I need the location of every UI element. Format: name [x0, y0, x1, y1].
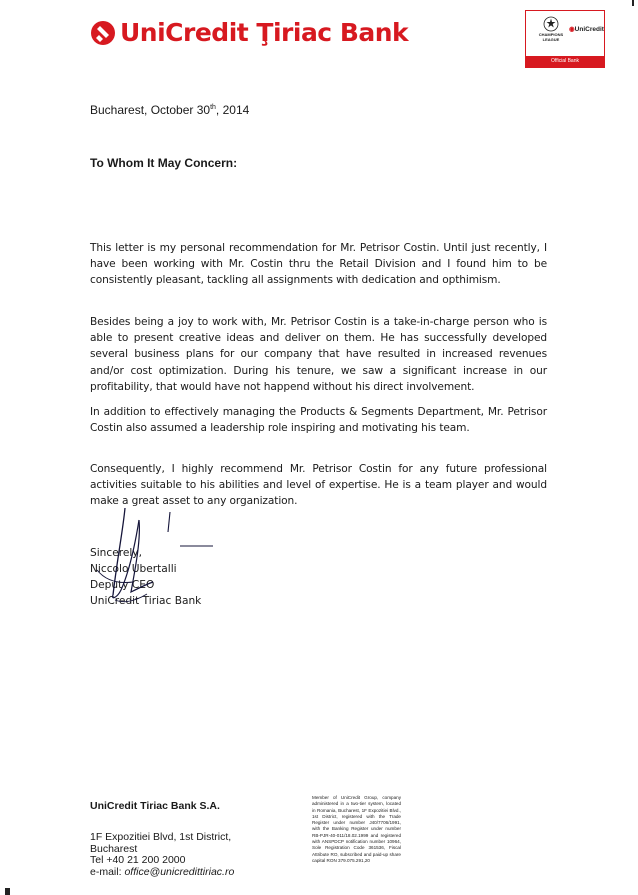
handwritten-signature	[95, 500, 235, 610]
company-logo	[90, 18, 408, 47]
letter-paragraph: In addition to effectively managing the Products & Segments Department, Mr. Petrisor Costin also assumed a leadership role inspiring and motivating his team.	[90, 406, 547, 435]
signer-company: UniCredit Tiriac Bank	[90, 595, 202, 607]
date-year: , 2014	[215, 103, 250, 117]
champions-league-label: CHAMPIONS LEAGUE	[538, 32, 564, 42]
letter-paragraph: Consequently, I highly recommend Mr. Petrisor Costin for any future professional activities suitable to his abilities and level of expertise. He is a team player and would make a great asset to any organization.	[90, 463, 547, 508]
letter-paragraph: This letter is my personal recommendation for Mr. Petrisor Costin. Until just recently, I have been working with Mr. Costin thru the Retail Division and I found him to be consistently pleasant, tackling all assignments with dedication and opthimism.	[90, 242, 547, 287]
champions-league-starball-icon	[543, 16, 559, 32]
date-ordinal: th	[210, 104, 216, 111]
champions-league-logo	[531, 16, 571, 42]
footer-tel: Tel +40 21 200 2000	[90, 854, 186, 866]
unicredit-logo-icon	[90, 20, 116, 46]
partner-name: UniCredit	[574, 26, 604, 33]
footer-email: office@unicredittiriac.ro	[124, 865, 235, 878]
footer-email-row	[90, 867, 234, 879]
date-prefix: Bucharest, October 30	[90, 103, 211, 117]
footer-legal-notice: Member of UniCredit Group, company administered in a two-tier system, located in Romania, Bucharest, 1F Expozitiei Blvd., 1st District, registered with the Trade Register under number J40/7706/1991, with the Banking Register under number RB-PJR-40-011/18.02.1999 and registered with ANSPDCP notification number 10964, Sole Registration Code 361536, Fiscal Attribute RO, subscribed and paid-up share capital RON 379.075.291,20	[312, 795, 401, 863]
footer-address-line2: Bucharest	[90, 842, 138, 855]
letter-greeting: To Whom It May Concern:	[90, 156, 238, 170]
footer-email-label: e-mail:	[90, 865, 125, 878]
signer-name: Niccolo Ubertalli	[90, 563, 177, 575]
scan-margin-mark	[5, 888, 10, 895]
partner-mark-icon: ◉	[569, 26, 575, 33]
footer-company-name: UniCredit Tiriac Bank S.A.	[90, 800, 220, 812]
footer-contact	[90, 832, 234, 878]
partner-logo	[569, 25, 604, 33]
closing: Sincerely,	[90, 547, 142, 559]
champions-league-badge	[525, 10, 605, 68]
footer-address-line1: 1F Expozitiei Blvd, 1st District,	[90, 831, 232, 843]
signer-title: Deputy CEO	[90, 579, 155, 591]
letter-paragraph: Besides being a joy to work with, Mr. Petrisor Costin is a take-in-charge person who is able to present creative ideas and deliver on them. He has successfully developed several business plans for our company that have resulted in increased revenues and/or cost optimization. During his tenure, we saw a significant increase in our profitability, that would have not happend without his direct involvement.	[90, 316, 547, 393]
brand-name: UniCredit Ţiriac Bank	[120, 18, 409, 47]
scan-margin-mark	[632, 0, 634, 6]
official-bank-strip: Official Bank	[526, 56, 604, 67]
letter-date	[90, 103, 249, 117]
